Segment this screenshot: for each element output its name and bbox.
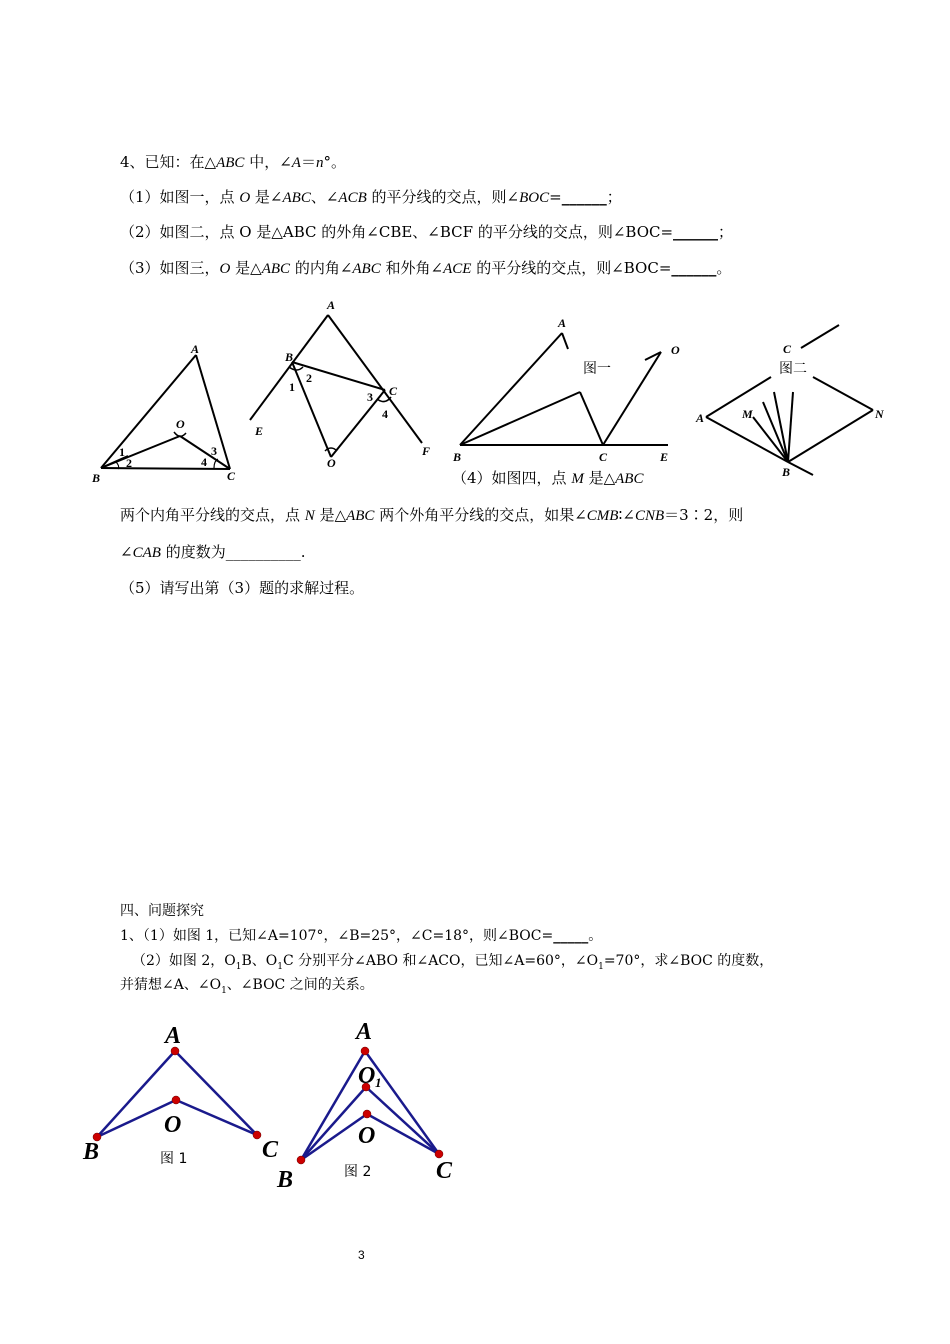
subscript: 1 bbox=[598, 961, 604, 972]
point-C bbox=[435, 1150, 443, 1158]
text: （1）如图一，点 bbox=[120, 188, 240, 206]
text: ABC bbox=[282, 190, 311, 206]
answer-blank: ______ bbox=[561, 188, 607, 206]
label-B: B bbox=[453, 450, 462, 464]
label-C: C bbox=[436, 1158, 453, 1184]
text: BOC bbox=[519, 190, 550, 206]
text: ＝3∶2，则 bbox=[664, 506, 744, 524]
text: 并猜想∠A、∠O bbox=[120, 977, 222, 993]
label-O1-subscript: 1 bbox=[375, 1075, 382, 1090]
answer-blank: _____ bbox=[553, 928, 589, 944]
page-number: 3 bbox=[358, 1248, 365, 1262]
label-C: C bbox=[227, 469, 236, 483]
text: A bbox=[291, 155, 301, 171]
text: （2）如图 2，O bbox=[132, 953, 236, 969]
text: 的平分线的交点，则∠ bbox=[366, 188, 520, 206]
text: ； bbox=[718, 223, 734, 241]
text: 是△ bbox=[583, 469, 616, 487]
text: （3）如图三， bbox=[120, 259, 220, 277]
text: B、O bbox=[241, 953, 278, 969]
subscript: 1 bbox=[277, 961, 283, 972]
q4-part4-line2 bbox=[120, 505, 743, 526]
text: C 分别平分∠ABO 和∠ACO，已知∠A=60°，∠O bbox=[282, 953, 599, 969]
text: =70°，求∠BOC 的度数， bbox=[603, 953, 774, 969]
text: °。 bbox=[323, 153, 346, 171]
text: 1、（1）如图 1，已知∠A=107°，∠B=25°，∠C=18°，则∠BOC= bbox=[120, 928, 554, 944]
figure-caption: 图二 bbox=[779, 361, 807, 377]
text: （2）如图二，点 O 是△ABC 的外角∠CBE、∠BCF 的平分线的交点，则∠BOC= bbox=[120, 223, 674, 241]
label-O: O bbox=[176, 417, 185, 431]
label-3: 3 bbox=[367, 390, 373, 404]
text: （5）请写出第（3）题的求解过程。 bbox=[120, 579, 365, 597]
text: 。 bbox=[716, 259, 732, 277]
label-2: 2 bbox=[126, 456, 132, 470]
text: ABC bbox=[216, 155, 245, 171]
figure-caption: 图一 bbox=[583, 361, 611, 377]
label-N: N bbox=[875, 407, 884, 421]
figure-caption: 图 1 bbox=[160, 1151, 188, 1167]
s4-q1-line3 bbox=[120, 976, 374, 1000]
q4-figure-3 bbox=[450, 315, 690, 465]
label-O: O bbox=[671, 343, 680, 357]
text: CAB bbox=[132, 545, 161, 561]
text: = bbox=[549, 188, 562, 206]
q4-stem bbox=[120, 152, 346, 173]
label-C: C bbox=[783, 342, 792, 356]
text: 的平分线的交点，则∠BOC= bbox=[471, 259, 672, 277]
text: n bbox=[315, 155, 324, 171]
point-A bbox=[361, 1047, 369, 1055]
figure-caption: 图 2 bbox=[344, 1164, 372, 1180]
text: O bbox=[219, 261, 231, 277]
label-O1: O bbox=[358, 1063, 376, 1089]
label-E: E bbox=[660, 450, 669, 464]
label-B: B bbox=[782, 465, 791, 479]
text: （4）如图四，点 bbox=[452, 469, 572, 487]
label-4: 4 bbox=[382, 407, 388, 421]
label-E: E bbox=[255, 424, 264, 438]
label-O: O bbox=[164, 1112, 182, 1138]
label-A: A bbox=[558, 316, 567, 330]
label-A: A bbox=[356, 1019, 373, 1045]
label-3: 3 bbox=[211, 444, 217, 458]
text: 是△ bbox=[314, 506, 347, 524]
text: 四、问题探究 bbox=[120, 903, 204, 919]
label-C: C bbox=[262, 1137, 279, 1163]
text: 、∠ bbox=[310, 188, 339, 206]
label-A: A bbox=[165, 1023, 182, 1049]
text: 两个外角平分线的交点，如果∠ bbox=[374, 506, 587, 524]
label-2: 2 bbox=[306, 371, 312, 385]
subscript: 1 bbox=[221, 985, 227, 996]
s4-figure-1 bbox=[80, 1018, 300, 1188]
text: 是△ bbox=[230, 259, 262, 277]
text: ABC bbox=[352, 261, 381, 277]
q4-part4-line1 bbox=[452, 468, 643, 489]
label-B: B bbox=[277, 1167, 294, 1193]
s4-figure-2 bbox=[275, 1015, 475, 1193]
answer-blank: ______ bbox=[673, 223, 719, 241]
text: ABC bbox=[346, 508, 375, 524]
q4-part2 bbox=[120, 222, 733, 242]
text: O bbox=[239, 190, 251, 206]
label-C: C bbox=[389, 384, 398, 398]
label-C: C bbox=[599, 450, 608, 464]
label-4: 4 bbox=[201, 455, 207, 469]
s4-q1-line2 bbox=[132, 952, 773, 976]
text: N bbox=[304, 508, 315, 524]
s4-q1-line1 bbox=[120, 927, 602, 945]
label-O: O bbox=[358, 1123, 376, 1149]
text: ABC bbox=[615, 471, 644, 487]
label-F: F bbox=[422, 444, 431, 458]
label-A: A bbox=[696, 411, 705, 425]
text: 和外角∠ bbox=[380, 259, 444, 277]
text: ABC bbox=[261, 261, 291, 277]
text: . bbox=[300, 543, 306, 561]
text: ∶∠ bbox=[618, 506, 635, 524]
text: ； bbox=[606, 188, 622, 206]
answer-blank: __________ bbox=[225, 543, 301, 561]
text: ACB bbox=[338, 190, 367, 206]
q4-part4-line3 bbox=[120, 542, 305, 563]
point-O bbox=[363, 1110, 371, 1118]
text: 。 bbox=[588, 928, 603, 944]
point-C bbox=[253, 1131, 261, 1139]
point-O bbox=[172, 1096, 180, 1104]
text: CMB bbox=[586, 508, 619, 524]
text: 、∠BOC 之间的关系。 bbox=[226, 977, 374, 993]
q4-figure-1 bbox=[88, 338, 248, 488]
text: ACE bbox=[443, 261, 472, 277]
text: 4、已知：在△ bbox=[120, 153, 217, 171]
q4-part3 bbox=[120, 258, 731, 279]
label-A: A bbox=[327, 298, 336, 312]
text: 中，∠ bbox=[244, 153, 292, 171]
label-M: M bbox=[742, 407, 753, 421]
q4-figure-2 bbox=[245, 295, 435, 470]
label-O: O bbox=[327, 456, 336, 470]
label-B: B bbox=[83, 1139, 100, 1165]
text: M bbox=[571, 471, 584, 487]
q4-part5 bbox=[120, 578, 364, 598]
text: ∠ bbox=[120, 543, 133, 561]
text: 的内角∠ bbox=[290, 259, 353, 277]
label-1: 1 bbox=[119, 445, 125, 459]
text: 是∠ bbox=[250, 188, 283, 206]
text: 两个内角平分线的交点，点 bbox=[120, 506, 305, 524]
text: CNB bbox=[634, 508, 665, 524]
label-1: 1 bbox=[289, 380, 295, 394]
text: 的度数为 bbox=[160, 543, 226, 561]
q4-figure-4 bbox=[693, 322, 893, 482]
label-A: A bbox=[191, 342, 200, 356]
subscript: 1 bbox=[235, 961, 242, 972]
answer-blank: ______ bbox=[671, 259, 717, 277]
q4-part1 bbox=[120, 187, 622, 208]
label-B: B bbox=[92, 471, 101, 485]
section-heading bbox=[120, 902, 204, 920]
label-B: B bbox=[285, 350, 294, 364]
point-B bbox=[297, 1156, 305, 1164]
text: ＝ bbox=[300, 153, 316, 171]
